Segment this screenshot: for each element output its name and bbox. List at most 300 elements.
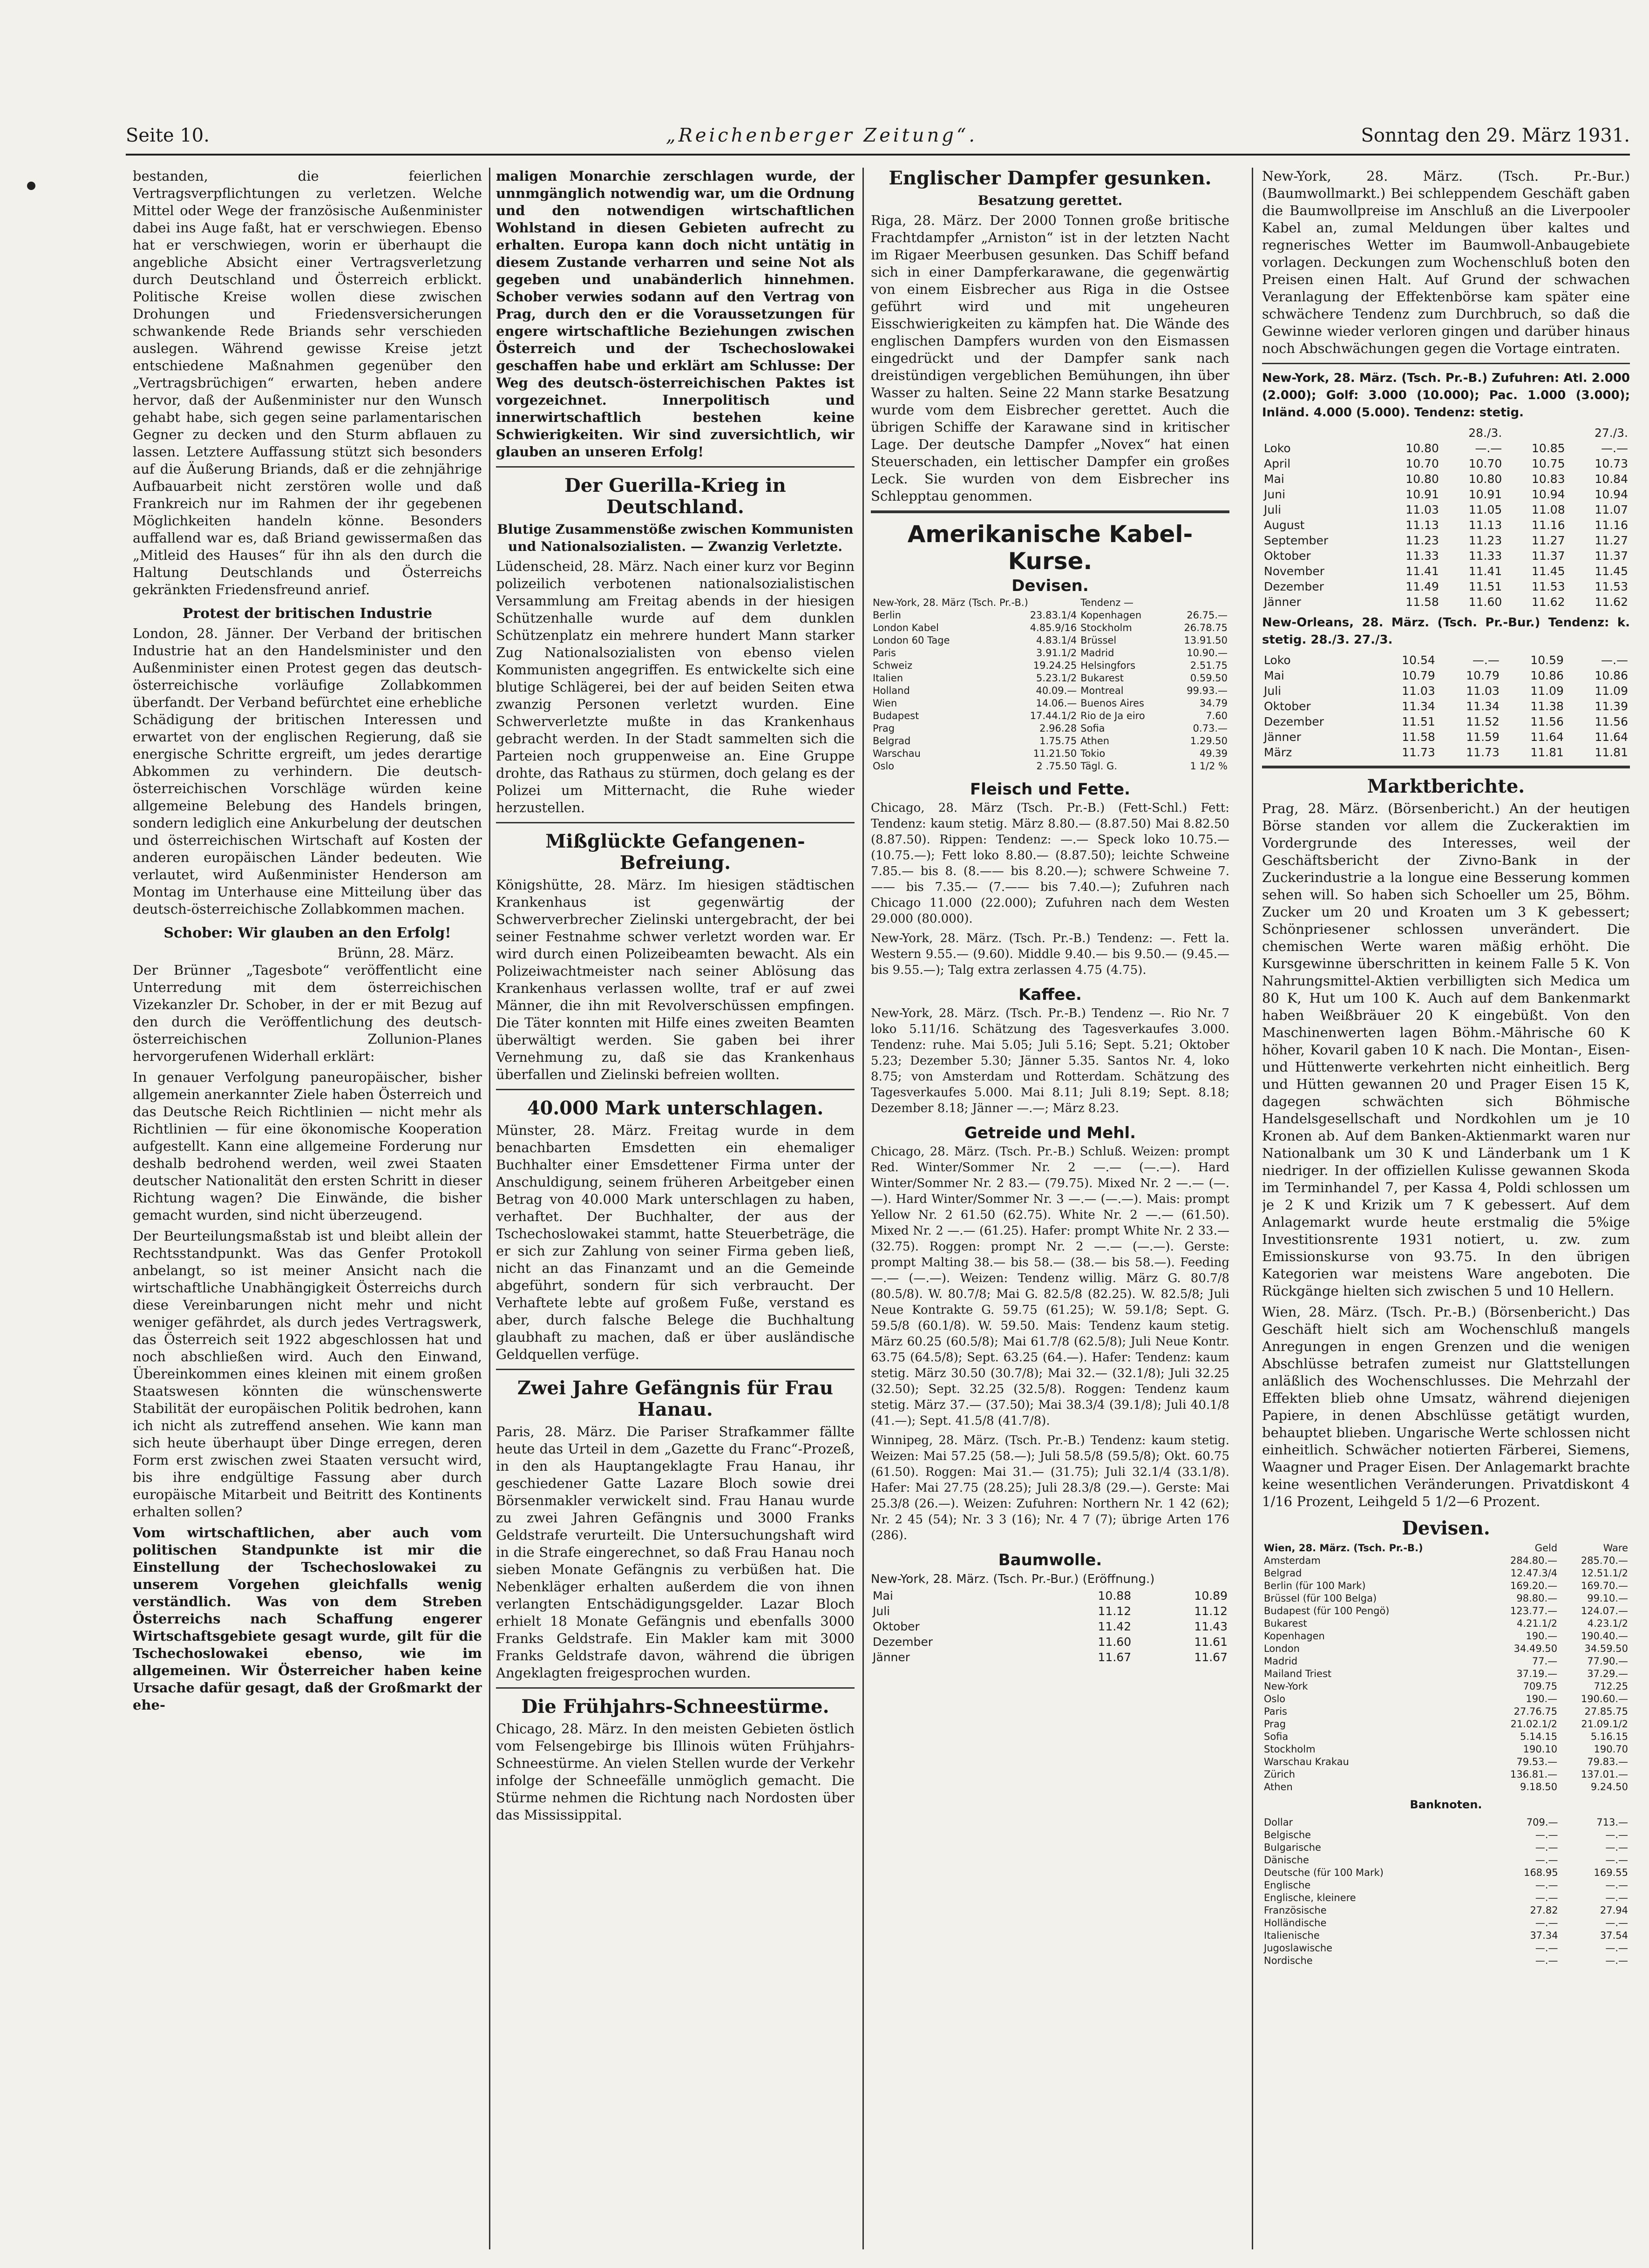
table-cell: 49.39 (1199, 748, 1228, 759)
table-cell: 19.24.25 (1033, 660, 1077, 671)
table-cell: 27.76.75 (1513, 1706, 1558, 1717)
table-row (1262, 1942, 1630, 1955)
table-cell: 11.73 (1402, 746, 1435, 759)
table-row (871, 735, 1229, 747)
table-cell: 79.53.— (1516, 1756, 1558, 1767)
table-cell: 26.75.— (1187, 610, 1228, 621)
table-cell: 37.29.— (1587, 1668, 1628, 1679)
table-cell: 11.81 (1595, 746, 1628, 759)
table-cell: 0.59.50 (1190, 672, 1228, 684)
table-cell: 11.37 (1532, 549, 1565, 563)
table-cell: 11.41 (1468, 564, 1502, 578)
table-row (1262, 1592, 1630, 1605)
table-cell: Tägl. G. (1080, 761, 1117, 772)
table-cell: 190.— (1526, 1693, 1558, 1704)
table-cell: 11.73 (1466, 746, 1500, 759)
article-paragraph: Paris, 28. März. Die Pariser Strafkammer fällte heute das Urteil in dem „Gazette du Franc“-Prozeß, in den als Hauptangeklagte Frau Hanau, ihr geschiedener Gatte Lazare Bloch sowie drei Börsenmakler verwickelt sind. Frau Hanau wurde zu zwei Jahren Gefängnis und 3000 Franks Geldstrafe verurteilt. Die Untersuchungshaft wird in die Strafe eingerechnet, so daß Frau Hanau noch sieben Monate Gefängnis zu verbüßen hat. Die Nebenkläger erhalten außerdem die von ihnen verlangten Entschädigungsgelder. Lazar Bloch erhielt 18 Monate Gefängnis und ebenfalls 3000 Franks Geldstrafe. Ein Makler kam mit 3000 Franks Geldstrafe davon, während die übrigen Angeklagten freigesprochen wurden. (496, 1424, 855, 1681)
article-paragraph: Riga, 28. März. Der 2000 Tonnen große britische Frachtdampfer „Arniston“ ist in der letzten Nacht im Rigaer Meerbusen gesunken. Das Schiff befand sich in einer Dampferkarawane, die gegenwärtig von einem Eisbrecher aus Riga in die Ostsee geführt wird und mit ungeheuren Eisschwierigkeiten zu kämpfen hat. Die Wände des englischen Dampfers wurden von den Eismassen eingedrückt und der Dampfer sank nach dreistündigen vergeblichen Bemühungen, ihn über Wasser zu halten. Seine 22 Mann starke Besatzung wurde vom dem Eisbrecher gerettet. Auch die übrigen Schiffe der Karawane sind in kritischer Lage. Der deutsche Dampfer „Novex“ hat einen Steuerschaden, ein lettischer Dampfer ein großes Leck. Sie wurden von dem Eisbrecher ins Schlepptau genommen. (871, 212, 1229, 504)
table-row (871, 1634, 1229, 1650)
table-cell: Bukarest (1264, 1618, 1307, 1629)
table-row (1262, 1617, 1630, 1630)
section-rule (496, 822, 855, 823)
table-cell: 34.59.50 (1584, 1643, 1628, 1654)
table-cell: 40.09.— (1036, 685, 1077, 696)
market-report: Wien, 28. März. (Tsch. Pr.-B.) (Börsenbericht.) Das Geschäft hielt sich am Wochenschluß mangels Anregungen in engen Grenzen und die wenigen Abschlüsse betrafen zumeist nur Glattstellungen anläßlich des Wochenschlusses. Die Mehrzahl der Effekten blieb ohne Umsatz, während diejenigen Papiere, in denen Abschlüsse getätigt wurden, behauptet blieben. Ungarische Werte schlossen nicht einheitlich. Schwächer notierten Färberei, Siemens, Waagner und Prager Eisen. Der Anlagemarkt brachte keine wesentlichen Veränderungen. Privatdiskont 4 1/16 Prozent, Leihgeld 5 1/2—6 Prozent. (1262, 1304, 1630, 1509)
table-cell: 11.23 (1468, 534, 1502, 547)
table-cell: —.— (1605, 1892, 1628, 1903)
table-cell: Dänische (1264, 1854, 1309, 1866)
table-cell: 11.41 (1405, 564, 1439, 578)
table-cell: Sofia (1264, 1731, 1289, 1742)
table-cell: Jänner (1264, 730, 1302, 744)
table-cell: 11.27 (1595, 534, 1628, 547)
table-cell: 124.07.— (1581, 1605, 1628, 1616)
article-headline: Die Frühjahrs-Schneestürme. (521, 1696, 829, 1718)
table-cell: 169.20.— (1510, 1580, 1558, 1591)
table-cell: Französische (1264, 1905, 1327, 1916)
table-row (871, 1650, 1229, 1665)
table-row (1262, 502, 1630, 517)
table-cell: 23.83.1/4 (1030, 610, 1077, 621)
article-paragraph: Der Beurteilungsmaßstab ist und bleibt allein der Rechtsstandpunkt. Was das Genfer Protokoll anbelangt, so ist meiner Ansicht nach die wirtschaftliche Unabhängigkeit Österreichs durch diese Vereinbarungen nicht mehr und nicht weniger gefährdet, als durch jedes Vertragswerk, das Österreich seit 1922 abgeschlossen hat und noch abschließen wird. Auch den Einwand, Übereinkommen eines kleinen mit einem großen Staatswesen könnten die wünschenswerte Stabilität der europäischen Politik bedrohen, kann ich nicht als zutreffend ansehen. Wie kann man sich heute überhaupt über Dinge erregen, deren Form erst zwischen zwei Staaten versucht wird, bis ihre endgültige Fassung aber durch europäische Mitarbeit und Beitritt des Kontinents erhalten sollen? (133, 1228, 482, 1520)
table-cell: London 60 Tage (873, 635, 950, 646)
table-row (1262, 1904, 1630, 1917)
table-cell: Rio de Ja eiro (1080, 710, 1145, 721)
table-cell: Oslo (873, 761, 895, 772)
table-row (1262, 1705, 1630, 1718)
table-cell: 13.91.50 (1184, 635, 1228, 646)
table-cell: 34.79 (1199, 698, 1228, 709)
table-cell: 98.80.— (1516, 1593, 1558, 1604)
table-cell: Juni (1264, 488, 1286, 501)
table-cell: 7.60 (1206, 710, 1228, 721)
table-header: New-Orleans, 28. März. (Tsch. Pr.-Bur.) Tendenz: k. stetig. 28./3. 27./3. (1262, 616, 1630, 647)
table-header: Tendenz — (1080, 597, 1134, 608)
table-cell: 10.88 (1098, 1589, 1132, 1603)
devisen-table (871, 597, 1229, 773)
column-3 (871, 168, 1229, 2249)
table-cell: 11.13 (1405, 518, 1439, 532)
section-subtitle: Baumwolle. (998, 1551, 1102, 1569)
table-row (871, 622, 1229, 634)
table-cell: —.— (1605, 1880, 1628, 1891)
market-report: Prag, 28. März. (Börsenbericht.) An der heutigen Börse standen vor allem die Zuckeraktien im Vordergrunde des Interesses, weil der Geschäftsbericht der Zivno-Bank in der Zuckerindustrie a la longue eine Besserung kommen sehen will. So haben sich Schoeller um 25, Böhm. Zucker um 20 und Kroaten um 3 K gebessert; Schönpriesener schlossen unverändert. Die chemischen Werte waren mäßig erhöht. Die Kursgewinne überschritten in keinem Falle 5 K. Von Nahrungsmittel-Aktien verbilligten sich Medica um 80 K, Hut um 100 K. Auch auf dem Bankenmarkt haben Weißbräuer 20 K eingebüßt. Von den Maschinenwerten lagen Böhm.-Mährische 60 K höher, Kovaril gaben 10 K nach. Die Montan-, Eisen- und Hüttenwerte verkehrten nicht einheitlich. Berg und Hütten gewannen 20 und Prager Eisen 15 K, dagegen schwächten sich Böhmische Handelsgesellschaft und Nordkohlen um je 10 Kronen ab. Auf dem Banken-Aktienmarkt waren nur Nationalbank um 30 K und Länderbank um 1 K niedriger. In der offiziellen Kulisse gewannen Skoda im Terminhandel 7, per Kassa 4, Poldi schlossen um je 2 K und Krizik um 7 K gebessert. Auf dem Anlagemarkt wurde heute erstmalig die 5%ige Investitionsrente 1931 notiert, u. zw. zum Emissionskurse von 93.75. In den übrigen Kategorien war meistens Ware angeboten. Die Rückgänge hielten sich zwischen 5 und 10 Hellern. (1262, 801, 1630, 1299)
table-cell: Dezember (1264, 580, 1324, 593)
table-cell: 168.95 (1524, 1867, 1558, 1878)
table-cell: Budapest (873, 710, 919, 721)
table-cell: 11.53 (1595, 580, 1628, 593)
table-cell: 11.56 (1530, 715, 1564, 728)
table-cell: 11.64 (1595, 730, 1628, 744)
table-cell: Schweiz (873, 660, 913, 671)
table-cell: Athen (1264, 1781, 1293, 1793)
table-cell: 11.34 (1402, 699, 1435, 713)
table-row (871, 1603, 1229, 1619)
column-header: Geld (1534, 1542, 1558, 1554)
table-cell: Madrid (1264, 1656, 1298, 1667)
table-row (1262, 1816, 1630, 1829)
table-cell: 11.23 (1405, 534, 1439, 547)
table-cell: Prag (873, 723, 895, 734)
article-headline: 40.000 Mark unterschlagen. (527, 1097, 824, 1119)
market-report: Chicago, 28. März. (Tsch. Pr.-B.) Schluß. Weizen: prompt Red. Winter/Sommer Nr. 2 —.— (—.—). Hard Winter/Sommer Nr. 2 83.— (79.75). Mixed Nr. 2 —.— (—.—). Hard Winter/Sommer Nr. 3 —.— (—.—). Mais: prompt Yellow Nr. 2 61.50 (62.75). White Nr. 2 —.— (61.50). Mixed Nr. 2 —.— (61.25). Hafer: prompt White Nr. 2 33.— (32.75). Roggen: prompt Nr. 2 —.— (—.—). Gerste: prompt Malting 38.— bis 58.— (38.— bis 58.—). Feeding —.— (—.—). Weizen: Tendenz willig. März G. 80.7/8 (80.5/8). W. 80.7/8; Mai G. 82.5/8 (82.25). W. 82.5/8; Juli Neue Kontrakte G. 59.75 (61.25); W. 59.1/8; Sept. G. 59.5/8 (60.1/8). W. 59.50. Mais: Tendenz kaum stetig. März 60.25 (60.5/8); Mai 61.7/8 (62.5/8); Juli Neue Kontr. 63.75 (64.5/8); Sept. 63.25 (64.—). Hafer: Tendenz: kaum stetig. März 30.50 (30.7/8); Mai 32.— (32.1/8); Juli 32.25 (32.50); Sept. 32.25 (32.5/8). Roggen: Tendenz kaum stetig. März 37.— (37.50); Mai 38.3/4 (39.1/8); Juli 40.1/8 (41.—); Sept. 41.5/8 (41.7/8). (871, 1145, 1229, 1428)
page-number: Seite 10. (126, 125, 210, 146)
section-subtitle: Devisen. (1011, 577, 1089, 595)
section-subtitle: Banknoten. (1410, 1798, 1482, 1811)
table-cell: Buenos Aires (1080, 698, 1144, 709)
section-rule (496, 1687, 855, 1689)
table-cell: 99.93.— (1187, 685, 1228, 696)
table-row (1262, 1680, 1630, 1693)
table-row (871, 710, 1229, 722)
section-rule (871, 510, 1229, 513)
table-cell: 285.70.— (1581, 1555, 1628, 1566)
dateline: Brünn, 28. März. (337, 945, 454, 961)
table-row (1262, 487, 1630, 502)
table-row (1262, 1829, 1630, 1841)
table-cell: 10.91 (1405, 488, 1439, 501)
table-row (1262, 441, 1630, 456)
table-cell: 10.91 (1468, 488, 1502, 501)
section-rule (1262, 766, 1630, 768)
table-cell: 2.51.75 (1190, 660, 1228, 671)
table-cell: 284.80.— (1510, 1555, 1558, 1566)
article-paragraph: In genauer Verfolgung paneuropäischer, bisher allgemein anerkannter Ziele haben Österreich und das Deutsche Reich Richtlinien — nicht mehr als Richtlinien — für eine ökonomische Kooperation aufgestellt. Kann eine allgemeine Forderung nur deshalb bedrohend werden, weil zwei Staaten deutscher Nationalität den ersten Schritt in dieser Richtung wagen? Die Einwände, die bisher gemacht wurden, sind nicht überzeugend. (133, 1069, 482, 1223)
table-cell: —.— (1535, 1854, 1558, 1866)
table-cell: 190.— (1526, 1630, 1558, 1642)
header-rule (126, 154, 1630, 156)
table-cell: Dollar (1264, 1817, 1293, 1828)
table-cell: 10.84 (1595, 472, 1628, 486)
table-cell: 11.60 (1098, 1635, 1132, 1649)
table-cell: Paris (1264, 1706, 1287, 1717)
table-row (1262, 517, 1630, 533)
table-cell: 10.85 (1532, 441, 1565, 455)
table-cell: —.— (1605, 1955, 1628, 1966)
table-cell: 136.81.— (1510, 1769, 1558, 1780)
article-paragraph: Chicago, 28. März. In den meisten Gebieten östlich vom Felsengebirge bis Illinois wüten Frühjahrs-Schneestürme. An vielen Stellen wurde der Verkehr infolge der Schneefälle unmöglich gemacht. Die Stürme nehmen die Richtung nach Nordosten über das Mississippital. (496, 1721, 855, 1823)
article-paragraph: Vom wirtschaftlichen, aber auch vom politischen Standpunkte ist mir die Einstellung der Tschechoslowakei zu unserem Vorgehen gleichfalls wenig verständlich. Was von dem Streben Österreichs nach Schaffung engerer Wirtschaftsgebiete gesagt wurde, gilt für die Tschechoslowakei ebenso, wie im allgemeinen. Wir Österreicher haben keine Ursache dafür gesagt, daß der Großmarkt der ehe- (133, 1525, 482, 1713)
table-row (871, 760, 1229, 773)
baumwolle-no-table (1262, 652, 1630, 760)
table-cell: Montreal (1080, 685, 1124, 696)
table-cell: 11.09 (1595, 684, 1628, 698)
table-cell: 5.14.15 (1520, 1731, 1558, 1742)
table-cell: 11.45 (1532, 564, 1565, 578)
table-cell: 2 .75.50 (1036, 761, 1077, 772)
table-cell: Brüssel (1080, 635, 1117, 646)
table-cell: Jänner (1264, 595, 1302, 609)
table-cell: Brüssel (für 100 Belga) (1264, 1593, 1377, 1604)
table-cell: Italien (873, 672, 903, 684)
table-cell: 11.56 (1595, 715, 1628, 728)
table-cell: New-York (1264, 1681, 1308, 1692)
table-cell: —.— (1601, 653, 1628, 667)
table-cell: 11.16 (1532, 518, 1565, 532)
article-headline: Protest der britischen Industrie (182, 605, 433, 622)
table-cell: 11.81 (1530, 746, 1564, 759)
table-cell: Stockholm (1264, 1744, 1316, 1755)
table-cell: Oktober (1264, 549, 1311, 563)
table-cell: 11.21.50 (1033, 748, 1077, 759)
section-title: Amerikanische Kabel-Kurse. (907, 521, 1193, 575)
table-cell: 10.90.— (1187, 647, 1228, 659)
table-cell: 11.34 (1466, 699, 1500, 713)
article-headline: Englischer Dampfer gesunken. (889, 168, 1212, 189)
table-cell: Berlin (für 100 Mark) (1264, 1580, 1366, 1591)
section-subtitle: Getreide und Mehl. (964, 1124, 1136, 1142)
table-row (1262, 1743, 1630, 1756)
table-header: New-York, 28. März. (Tsch. Pr.-B.) Zufuhren: Atl. 2.000 (2.000); Golf: 3.000 (10.000); Pac. 1.000 (3.000); Inländ. 4.000 (5.000). Tendenz: stetig. (1262, 371, 1630, 420)
table-cell: 34.49.50 (1513, 1643, 1558, 1654)
table-cell: Loko (1264, 441, 1291, 455)
table-row (1262, 548, 1630, 564)
table-row (1262, 1567, 1630, 1580)
table-cell: 11.43 (1194, 1620, 1228, 1633)
section-rule (496, 1369, 855, 1370)
table-row (1262, 1580, 1630, 1592)
table-cell: 11.51 (1468, 580, 1502, 593)
table-cell: 10.80 (1405, 441, 1439, 455)
table-row (871, 1588, 1229, 1603)
table-row (871, 697, 1229, 710)
table-cell: 11.58 (1402, 730, 1435, 744)
table-cell: Berlin (873, 610, 901, 621)
table-cell: —.— (1605, 1842, 1628, 1853)
table-cell: Oktober (873, 1620, 920, 1633)
table-row (1262, 668, 1630, 683)
article-paragraph: Münster, 28. März. Freitag wurde in dem benachbarten Emsdetten ein ehemaliger Buchhalter einer Emsdettener Firma unter der Anschuldigung, seinem früheren Arbeitgeber einen Betrag von 40.000 Mark unterschlagen zu haben, verhaftet. Der Buchhalter, der aus der Tschechoslowakei stammt, hatte Steuerbeträge, die er sich zur Zahlung von seiner Firma geben ließ, nicht an das Finanzamt und an die Gemeinde abgeführt, sondern für sich verbraucht. Der Verhaftete lebte auf großem Fuße, verstand es aber, durch falsche Belege die Buchhaltung glaubhaft zu machen, daß er über ausländische Geldquellen verfüge. (496, 1122, 855, 1362)
table-cell: April (1264, 457, 1291, 470)
table-cell: Stockholm (1080, 622, 1132, 633)
table-row (1262, 714, 1630, 729)
table-cell: 11.12 (1194, 1604, 1228, 1618)
table-cell: 11.03 (1405, 503, 1439, 516)
table-cell: Kopenhagen (1264, 1630, 1325, 1642)
table-header: New-York, 28. März (Tsch. Pr.-B.) (873, 597, 1028, 608)
table-row (871, 659, 1229, 672)
table-cell: 709.75 (1523, 1681, 1558, 1692)
table-cell: 169.55 (1594, 1867, 1628, 1878)
table-cell: Deutsche (für 100 Mark) (1264, 1867, 1384, 1878)
market-report: New-York, 28. März. (Tsch. Pr.-B.) Tendenz: —. Fett la. Western 9.55.— (9.60). Middle 9.40.— bis 9.50.— (9.45.— bis 9.55.—); Talg extra zerlassen 4.75 (4.75). (871, 931, 1229, 977)
market-report: Winnipeg, 28. März. (Tsch. Pr.-B.) Tendenz: kaum stetig. Weizen: Mai 57.25 (58.—); Juli 58.5/8 (59.5/8); Okt. 60.75 (61.50). Roggen: Mai 31.— (31.75); Juli 32.1/4 (33.1/8). Hafer: Mai 27.75 (28.25); Juli 28.3/8 (29.—). Gerste: Mai 25.3/8 (26.—). Weizen: Zufuhren: Northern Nr. 1 42 (62); Nr. 2 45 (54); Nr. 3 3 (16); Nr. 4 7 (7); übrige Arten 176 (286). (871, 1433, 1229, 1542)
table-row (1262, 1768, 1630, 1781)
table-cell: 11.59 (1466, 730, 1500, 744)
table-row (1262, 564, 1630, 579)
issue-date: Sonntag den 29. März 1931. (1361, 125, 1630, 146)
table-cell: 10.80 (1405, 472, 1439, 486)
table-cell: —.— (1535, 1829, 1558, 1840)
table-cell: —.— (1605, 1942, 1628, 1954)
column-header: 28./3. (1468, 426, 1502, 440)
table-cell: Juli (873, 1604, 890, 1618)
table-cell: 10.94 (1595, 488, 1628, 501)
table-cell: —.— (1605, 1854, 1628, 1866)
table-row (1262, 1555, 1630, 1567)
wien-devisen-table (1262, 1542, 1630, 1793)
table-cell: 137.01.— (1581, 1769, 1628, 1780)
section-rule (496, 466, 855, 468)
table-cell: Belgische (1264, 1829, 1311, 1840)
column-rule (862, 168, 864, 2249)
table-row (1262, 1854, 1630, 1867)
table-cell: 11.07 (1595, 503, 1628, 516)
table-row (1262, 1731, 1630, 1743)
table-cell: 11.58 (1405, 595, 1439, 609)
article-paragraph: bestanden, die feierlichen Vertragsverpflichtungen zu verletzen. Welche Mittel oder Wege der französische Außenminister dabei ins Auge faßt, hat er verschwiegen. Ebenso hat er verschwiegen, worin er überhaupt die angebliche Absicht einer Vertragsverletzung durch Deutschland und Österreich erblickt. Politische Kreise wollen diese zwischen Drohungen und Friedensversicherungen schwankende Rede Briands sehr verschieden auslegen. Während gewisse Kreise jetzt entschiedene Maßnahmen gegenüber den „Vertragsbrüchigen“ erwarten, heben andere hervor, daß der Außenminister nur den Wunsch gehabt habe, sich gegen seine parlamentarischen Gegner zu decken und den Sturm abflauen zu lassen. Letztere Auffassung stützt sich besonders auf die Äußerung Briands, daß er die zehnjährige Aufbauarbeit nicht zerstören wolle und daß Frankreich nur im Rahmen der ihr gegebenen Möglichkeiten handeln könne. Besonders auffallend war es, daß Briand gewissermaßen das „Mitleid des Hauses“ für ihn als den durch die Haltung Deutschlands und Österreichs gekränkten Friedensfreund anrief. (133, 168, 482, 598)
baumwolle-table (871, 1588, 1229, 1665)
table-cell: 10.79 (1402, 669, 1435, 682)
table-cell: 11.27 (1532, 534, 1565, 547)
table-cell: Oslo (1264, 1693, 1286, 1704)
table-cell: 4.21.1/2 (1516, 1618, 1558, 1629)
article-headline: Schober: Wir glauben an den Erfolg! (163, 925, 451, 941)
table-cell: 21.09.1/2 (1581, 1718, 1628, 1730)
table-cell: 10.94 (1532, 488, 1565, 501)
table-cell: 27.82 (1530, 1905, 1558, 1916)
table-cell: 11.12 (1098, 1604, 1132, 1618)
table-cell: 1.29.50 (1190, 735, 1228, 747)
article-headline: Zwei Jahre Gefängnis für Frau Hanau. (517, 1377, 834, 1420)
table-cell: 9.18.50 (1520, 1781, 1558, 1793)
article-paragraph: Königshütte, 28. März. Im hiesigen städtischen Krankenhaus ist gegenwärtig der Schwerverbrecher Zielinski untergebracht, der bei seiner Festnahme schwer verletzt worden war. Er wird durch einen Polizeibeamten bewacht. Als ein Polizeiwachtmeister nach seiner Ablösung das Krankenhaus verlassen wollte, traf er auf zwei Männer, die ihn mit Revolverschüssen empfingen. Die Täter konnten mit Hilfe eines zweiten Beamten überwältigt werden. Sie gaben bei ihrer Vernehmung zu, daß sie das Krankenhaus überfallen und Zielinski befreien wollten. (496, 877, 855, 1082)
table-row (1262, 1643, 1630, 1655)
table-cell: 169.70.— (1581, 1580, 1628, 1591)
table-cell: Jugoslawische (1264, 1942, 1333, 1954)
table-cell: Mailand Triest (1264, 1668, 1332, 1679)
column-4 (1262, 168, 1630, 2249)
table-cell: 11.03 (1466, 684, 1500, 698)
table-cell: Dezember (1264, 715, 1324, 728)
table-cell: —.— (1535, 1892, 1558, 1903)
table-row (1262, 1655, 1630, 1668)
section-title: Devisen. (1402, 1517, 1490, 1539)
table-cell: Italienische (1264, 1930, 1320, 1941)
table-row (1262, 1756, 1630, 1768)
table-cell: Kopenhagen (1080, 610, 1142, 621)
table-cell: 9.24.50 (1590, 1781, 1628, 1793)
banknoten-table (1262, 1816, 1630, 1967)
table-cell: 10.70 (1405, 457, 1439, 470)
table-cell: Jänner (873, 1650, 910, 1664)
table-cell: 11.49 (1405, 580, 1439, 593)
table-cell: 10.86 (1595, 669, 1628, 682)
table-cell: 11.16 (1595, 518, 1628, 532)
table-cell: 11.38 (1530, 699, 1564, 713)
table-row (1262, 652, 1630, 668)
table-cell: Budapest (für 100 Pengö) (1264, 1605, 1390, 1616)
column-header: Ware (1603, 1542, 1628, 1554)
table-cell: 27.85.75 (1584, 1706, 1628, 1717)
table-cell: Mai (1264, 472, 1284, 486)
table-cell: 37.34 (1530, 1930, 1558, 1941)
table-cell: 37.54 (1600, 1930, 1628, 1941)
article-paragraph: Der Brünner „Tagesbote“ veröffentlicht eine Unterredung mit dem österreichischen Vizekanzler Dr. Schober, in der er mit Bezug auf den durch die Veröffentlichung des deutsch-österreichischen Zollunion-Planes hervorgerufenen Widerhall erklärt: (133, 962, 482, 1064)
table-row (1262, 533, 1630, 548)
column-2 (496, 168, 855, 2249)
column-header: 27./3. (1594, 426, 1628, 440)
table-cell: 10.73 (1595, 457, 1628, 470)
table-cell: Helsingfors (1080, 660, 1136, 671)
table-cell: Zürich (1264, 1769, 1296, 1780)
table-row (871, 634, 1229, 647)
table-row (1262, 1879, 1630, 1892)
table-cell: März (1264, 746, 1292, 759)
table-row (871, 685, 1229, 697)
table-cell: 2.96.28 (1039, 723, 1077, 734)
market-report: New-York, 28. März. (Tsch. Pr.-Bur.) (Baumwollmarkt.) Bei schleppendem Geschäft gaben die Baumwollpreise im Anschluß an die Liverpooler Kabel an, zumal Meldungen über kaltes und regnerisches Wetter im Baumwoll-Anbaugebiete vorlagen. Deckungen zum Wochenschluß boten den Preisen einen Halt. Auf Grund der schwachen Veranlagung der Effektenbörse kam später eine schwächere Tendenz zum Durchbruch, so daß die Gewinne wieder verloren gingen und darüber hinaus noch Abschwächungen gegen die Vortage eintraten. (1262, 168, 1630, 356)
article-headline: Der Guerilla-Krieg in Deutschland. (564, 475, 786, 518)
table-cell: 12.47.3/4 (1510, 1568, 1558, 1579)
table-row (1262, 456, 1630, 471)
table-cell: 11.42 (1098, 1620, 1132, 1633)
table-cell: 14.06.— (1036, 698, 1077, 709)
table-cell: 5.23.1/2 (1036, 672, 1077, 684)
market-report: Chicago, 28. März (Tsch. Pr.-B.) (Fett-Schl.) Fett: Tendenz: kaum stetig. März 8.80.— (8.87.50) Mai 8.82.50 (8.87.50). Rippen: Tendenz: —.— Speck loko 10.75.— (10.75.—); Fett loko 8.80.— (8.87.50); leichte Schweine 7.85.— bis 8. (8.—— bis 8.20.—); schwere Schweine 7.—— bis 7.35.— (7.—— bis 7.40.—); Zufuhren nach Chicago 11.000 (22.000); Zufuhren nach dem Westen 29.000 (80.000). (871, 801, 1229, 926)
table-cell: Prag (1264, 1718, 1286, 1730)
table-cell: 709.— (1526, 1817, 1558, 1828)
table-cell: Warschau (873, 748, 921, 759)
table-cell: 190.40.— (1581, 1630, 1628, 1642)
market-report: New-York, 28. März. (Tsch. Pr.-B.) Tendenz —. Rio Nr. 7 loko 5.11/16. Schätzung des Tagesverkaufes 3.000. Tendenz: ruhe. Mai 5.05; Juli 5.16; Sept. 5.21; Oktober 5.23; Dezember 5.30; Jänner 5.35. Santos Nr. 4, loko 8.75; von Amsterdam und Rotterdam. Schätzung des Tagesverkaufes 5.000. Mai 8.11; Juli 8.19; Sept. 8.18; Dezember 8.18; Jänner —.—; März 8.23. (871, 1006, 1229, 1115)
table-cell: Dezember (873, 1635, 933, 1649)
table-cell: November (1264, 564, 1325, 578)
table-cell: Mai (873, 1589, 893, 1603)
table-cell: London Kabel (873, 622, 939, 633)
table-cell: 712.25 (1594, 1681, 1628, 1692)
article-subheadline: Besatzung gerettet. (977, 193, 1123, 208)
table-row (1262, 1781, 1630, 1793)
table-cell: 0.73.— (1193, 723, 1228, 734)
table-cell: —.— (1535, 1880, 1558, 1891)
table-cell: 10.80 (1468, 472, 1502, 486)
table-cell: Wien (873, 698, 897, 709)
table-cell: Bulgarische (1264, 1842, 1321, 1853)
table-cell: Mai (1264, 669, 1284, 682)
table-cell: 11.51 (1402, 715, 1435, 728)
table-cell: 11.09 (1530, 684, 1564, 698)
table-header: Wien, 28. März. (Tsch. Pr.-B.) (1264, 1542, 1423, 1554)
table-cell: 713.— (1596, 1817, 1628, 1828)
table-cell: 10.75 (1532, 457, 1565, 470)
table-row (1262, 1693, 1630, 1705)
table-cell: Juli (1264, 684, 1282, 698)
table-cell: 10.83 (1532, 472, 1565, 486)
column-1 (133, 168, 482, 2249)
table-cell: Juli (1264, 503, 1282, 516)
table-cell: August (1264, 518, 1305, 532)
table-cell: Holländische (1264, 1917, 1327, 1928)
table-cell: 79.83.— (1587, 1756, 1628, 1767)
table-cell: Englische, kleinere (1264, 1892, 1356, 1903)
table-row (1262, 683, 1630, 699)
table-row (871, 672, 1229, 685)
table-row (1262, 1718, 1630, 1731)
table-cell: Holland (873, 685, 910, 696)
table-cell: 11.45 (1595, 564, 1628, 578)
table-cell: 11.64 (1530, 730, 1564, 744)
table-row (1262, 1605, 1630, 1617)
table-cell: 77.90.— (1587, 1656, 1628, 1667)
table-cell: —.— (1475, 441, 1502, 455)
table-cell: London (1264, 1643, 1300, 1654)
article-paragraph: maligen Monarchie zerschlagen wurde, der unnmgänglich notwendig war, um die Ordnung und den notwendigen wirtschaftlichen Wohlstand in diesen Gebieten aufrecht zu erhalten. Europa kann doch nicht untätig in diesem Zustande verharren und seine Not als gegeben und unabänderlich hinnehmen. Schober verwies sodann auf den Vertrag von Prag, durch den er die Voraussetzungen für engere wirtschaftliche Beziehungen zwischen Österreich und der Tschechoslowakei geschaffen habe und erklärt am Schlusse: Der Weg des deutsch-österreichischen Paktes ist vorgezeichnet. Innerpolitisch und innerwirtschaftlich bestehen keine Schwierigkeiten. Wir sind zuversichtlich, wir glauben an unseren Erfolg! (496, 168, 855, 460)
table-cell: 4.85.9/16 (1030, 622, 1077, 633)
newspaper-title: „Reichenberger Zeitung“. (666, 125, 978, 146)
table-cell: 11.03 (1402, 684, 1435, 698)
section-subtitle: Kaffee. (1018, 985, 1082, 1004)
